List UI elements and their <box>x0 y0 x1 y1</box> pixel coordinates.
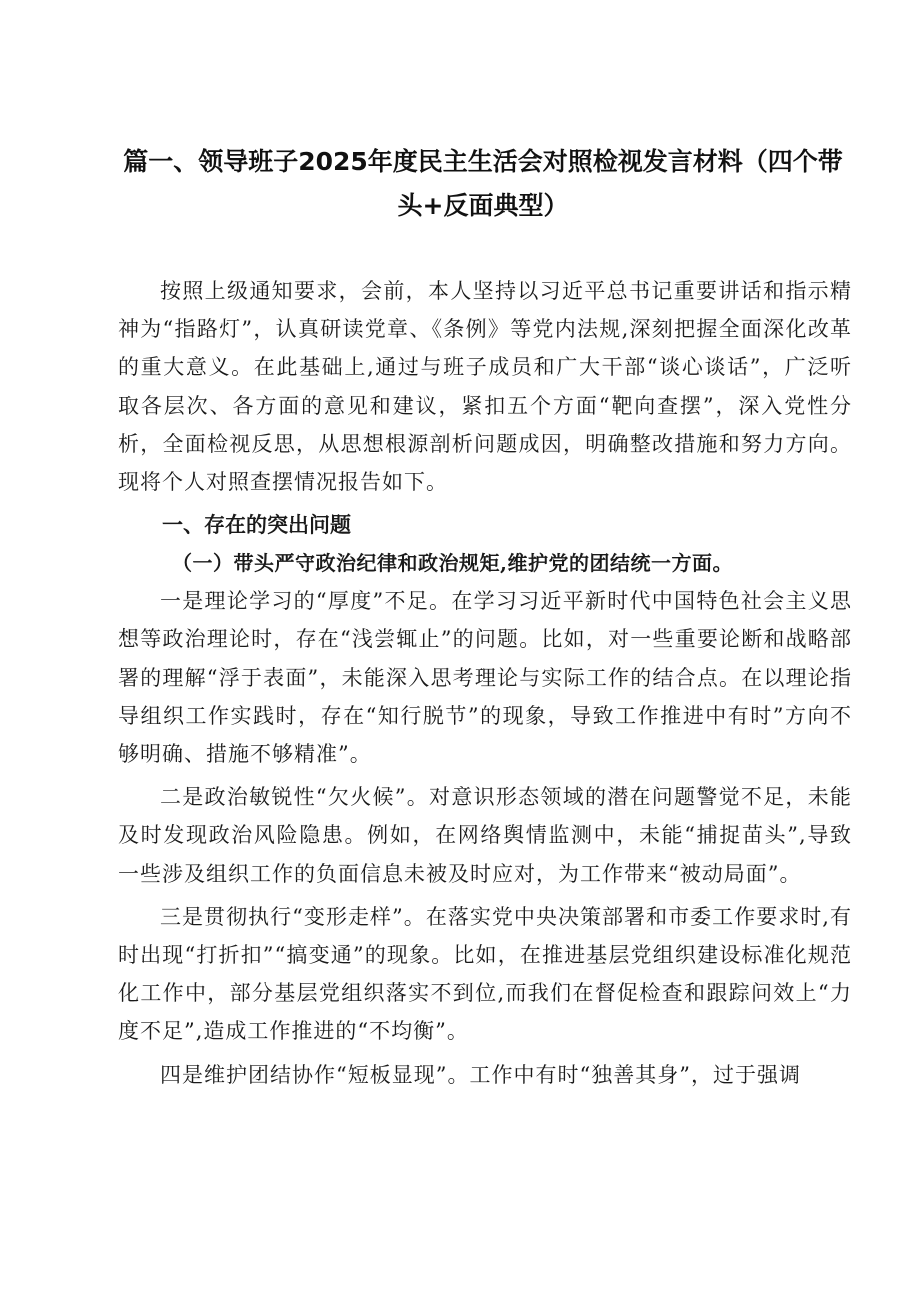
subsection-heading-political-discipline: （一）带头严守政治纪律和政治规矩,维护党的团结统一方面。 <box>172 551 733 576</box>
section-heading-problems: 一、存在的突出问题 <box>162 513 351 538</box>
intro-paragraph: 按照上级通知要求，会前，本人坚持以习近平总书记重要讲话和指示精神为“指路灯”，认真研读党章、《条例》等党内法规,深刻把握全面深化改革的重大意义。在此基础上,通过与班子成员和广大干部“谈心谈话”，广泛听取各层次、各方面的意见和建议，紧扣五个方面“靶向查摆”，深入党性分析，全面检视反思，从思想根源剖析问题成因，明确整改措施和努力方向。现将个人对照查摆情况报告如下。 <box>118 279 852 495</box>
document-title: 篇一、领导班子2025年度民主生活会对照检视发言材料（四个带头+反面典型） <box>123 147 843 220</box>
problem-item-1: 一是理论学习的“厚度”不足。在学习习近平新时代中国特色社会主义思想等政治理论时，存在“浅尝辄止”的问题。比如，对一些重要论断和战略部署的理解“浮于表面”，未能深入思考理论与实际工作的结合点。在以理论指导组织工作实践时，存在“知行脱节”的现象，导致工作推进中有时”方向不够明确、措施不够精准”。 <box>118 589 852 767</box>
problem-item-4: 四是维护团结协作“短板显现”。工作中有时“独善其身”，过于强调 <box>160 1062 801 1087</box>
document-body <box>118 272 852 1094</box>
problem-item-3: 三是贯彻执行“变形走样”。在落实党中央决策部署和市委工作要求时,有时出现“打折扣”“搞变通”的现象。比如，在推进基层党组织建设标准化规范化工作中，部分基层党组织落实不到位,而我们在督促检查和跟踪问效上“力度不足”,造成工作推进的“不均衡”。 <box>118 904 852 1044</box>
problem-item-2: 二是政治敏锐性“欠火候”。对意识形态领域的潜在问题警觉不足，未能及时发现政治风险隐患。例如，在网络舆情监测中，未能“捕捉苗头”,导致一些涉及组织工作的负面信息未被及时应对，为工作带来“被动局面”。 <box>118 785 852 886</box>
